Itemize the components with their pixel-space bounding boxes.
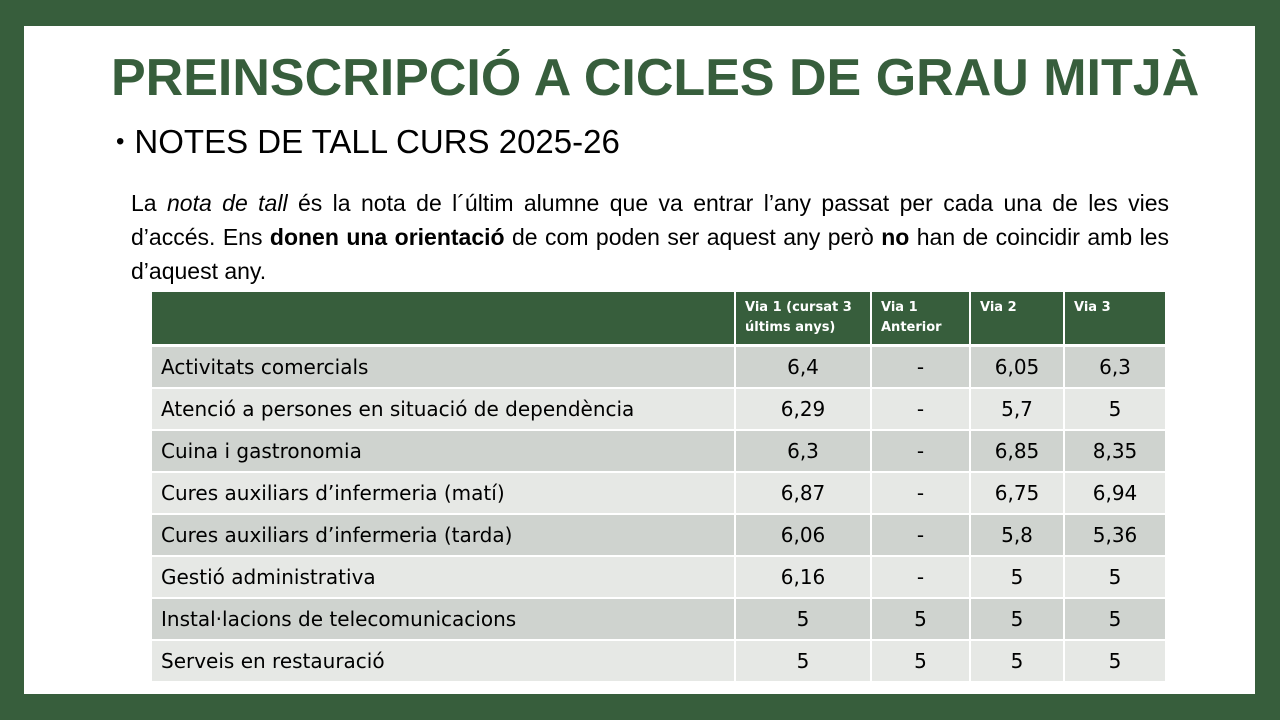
via1-cell: 6,06 [735,514,871,556]
intro-emphasis: nota de tall [167,190,288,216]
intro-strong: no [881,224,910,250]
via1-anterior-cell: - [871,346,970,389]
via3-cell: 5 [1064,640,1165,682]
via1-cell: 5 [735,640,871,682]
via1-anterior-cell: - [871,388,970,430]
cycle-name-cell: Gestió administrativa [152,556,735,598]
table-row [152,514,1165,556]
via1-anterior-cell: - [871,472,970,514]
via2-cell: 5,8 [970,514,1064,556]
via1-anterior-cell: - [871,514,970,556]
via2-cell: 6,75 [970,472,1064,514]
via3-cell: 5 [1064,556,1165,598]
via1-cell: 6,4 [735,346,871,389]
cycle-name-cell: Atenció a persones en situació de dependència [152,388,735,430]
subtitle-text: NOTES DE TALL CURS 2025-26 [134,123,620,160]
via1-cell: 5 [735,598,871,640]
cycle-name-cell: Activitats comercials [152,346,735,389]
via2-cell: 5,7 [970,388,1064,430]
via1-anterior-cell: 5 [871,640,970,682]
via1-cell: 6,87 [735,472,871,514]
header-cell-via2: Via 2 [970,292,1064,346]
page-title: PREINSCRIPCIÓ A CICLES DE GRAU MITJÀ [111,49,1200,107]
cutoff-grades-table [152,292,1165,683]
via1-cell: 6,3 [735,430,871,472]
bullet-icon: • [116,128,125,155]
intro-text: de com poden ser aquest any però [504,224,882,250]
intro-text: han de coincidir amb les d’aquest any. [131,224,1169,284]
table-header-row [152,292,1165,346]
via1-cell: 6,29 [735,388,871,430]
via2-cell: 6,85 [970,430,1064,472]
subtitle [116,122,620,166]
header-cell-via1-anterior: Via 1 Anterior [871,292,970,346]
table-row [152,430,1165,472]
via2-cell: 5 [970,640,1064,682]
via3-cell: 5 [1064,388,1165,430]
cycle-name-cell: Instal·lacions de telecomunicacions [152,598,735,640]
via3-cell: 5,36 [1064,514,1165,556]
table-row [152,388,1165,430]
intro-paragraph [131,186,1169,288]
via1-cell: 6,16 [735,556,871,598]
cycle-name-cell: Cuina i gastronomia [152,430,735,472]
via2-cell: 5 [970,598,1064,640]
cycle-name-cell: Cures auxiliars d’infermeria (tarda) [152,514,735,556]
header-cell-via1: Via 1 (cursat 3 últims anys) [735,292,871,346]
via3-cell: 6,3 [1064,346,1165,389]
header-cell-via3: Via 3 [1064,292,1165,346]
via1-anterior-cell: - [871,430,970,472]
table-row [152,472,1165,514]
via3-cell: 8,35 [1064,430,1165,472]
via2-cell: 5 [970,556,1064,598]
via3-cell: 5 [1064,598,1165,640]
cycle-name-cell: Cures auxiliars d’infermeria (matí) [152,472,735,514]
via3-cell: 6,94 [1064,472,1165,514]
via2-cell: 6,05 [970,346,1064,389]
intro-text: La [131,190,167,216]
table-row [152,598,1165,640]
slide [24,26,1255,694]
via1-anterior-cell: 5 [871,598,970,640]
intro-text: és la nota de l´últim alumne que va entrar l’any passat per cada una de les vies d’accés. Ens [131,190,1170,250]
header-cell-cycle [152,292,735,346]
table-row [152,346,1165,389]
table-row [152,556,1165,598]
via1-anterior-cell: - [871,556,970,598]
cycle-name-cell: Serveis en restauració [152,640,735,682]
intro-strong: donen una orientació [269,224,505,250]
table-row [152,640,1165,682]
